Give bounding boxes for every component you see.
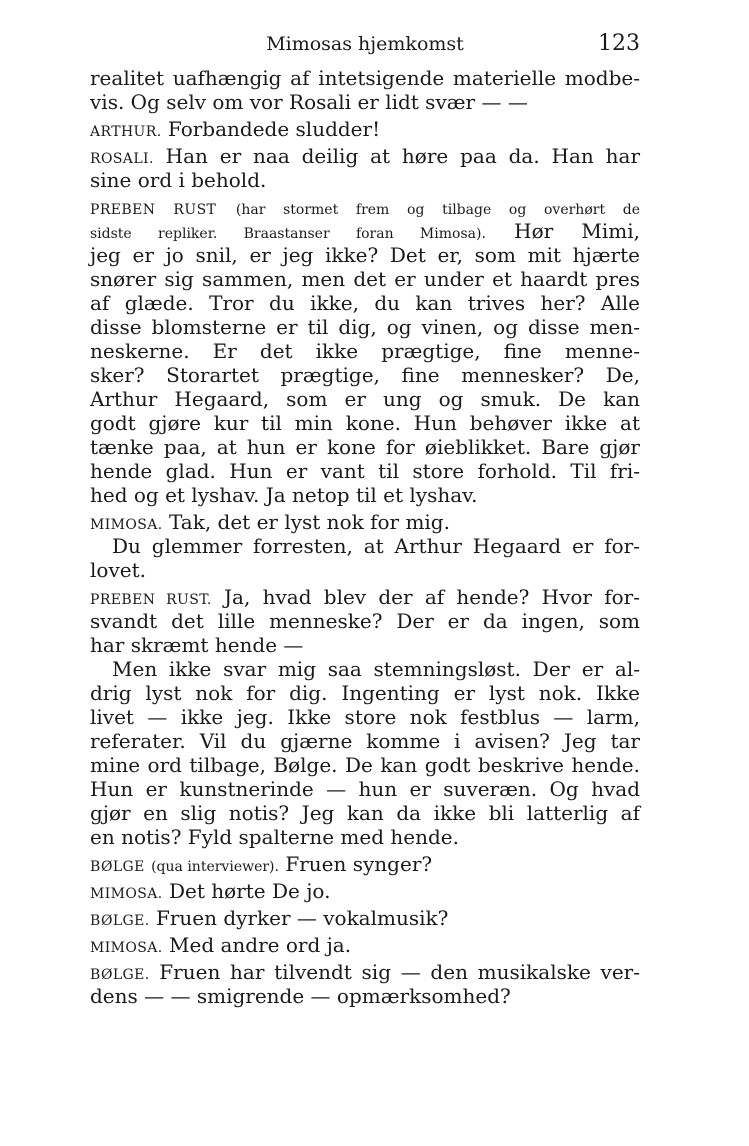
text-line bbox=[90, 195, 640, 219]
speaker-name: BØLGE. bbox=[90, 913, 150, 929]
text-line bbox=[90, 66, 640, 90]
line-text: Det hørte De jo. bbox=[169, 879, 331, 903]
line-text: dens — — smigrende — opmærksomhed? bbox=[90, 984, 511, 1008]
page-number: 123 bbox=[598, 31, 640, 56]
line-text: vis. Og selv om vor Rosali er lidt svær — — bbox=[90, 90, 528, 114]
line-text: neskerne. Er det ikke prægtige, fine menne- bbox=[90, 339, 640, 363]
line-text: Men ikke svar mig saa stemningsløst. Der er al- bbox=[112, 657, 640, 681]
line-text: hende glad. Hun er vant til store forhold. Til fri- bbox=[90, 459, 640, 483]
line-text: Du glemmer forresten, at Arthur Hegaard er for- bbox=[112, 534, 640, 558]
text-line bbox=[90, 609, 640, 633]
line-text: lovet. bbox=[90, 558, 146, 582]
speaker-name: MIMOSA. bbox=[90, 940, 163, 956]
text-line bbox=[90, 117, 640, 141]
line-text: Tak, det er lyst nok for mig. bbox=[169, 510, 450, 534]
line-text: snører sig sammen, men det er under et haardt pres bbox=[90, 267, 640, 291]
line-text: godt gjøre kur til min kone. Hun behøver ikke at bbox=[90, 411, 640, 435]
line-text: sine ord i behold. bbox=[90, 168, 267, 192]
line-text: Han er naa deilig at høre paa da. Han har bbox=[165, 144, 641, 168]
text-line bbox=[90, 657, 640, 681]
line-text: Ja, hvad blev der af hende? Hvor for- bbox=[224, 585, 640, 609]
text-line bbox=[90, 852, 640, 876]
text-line bbox=[90, 705, 640, 729]
text-line bbox=[90, 729, 640, 753]
speaker-name: PREBEN RUST. bbox=[90, 592, 212, 608]
text-line bbox=[90, 984, 640, 1008]
text-line bbox=[90, 906, 640, 930]
text-line bbox=[90, 879, 640, 903]
speaker-name: ROSALI. bbox=[90, 151, 154, 167]
text-line bbox=[90, 219, 640, 243]
text-line bbox=[90, 144, 640, 168]
text-line bbox=[90, 339, 640, 363]
text-line bbox=[90, 90, 640, 114]
text-line bbox=[90, 534, 640, 558]
line-text: disse blomsterne er til dig, og vinen, og disse men- bbox=[90, 315, 640, 339]
line-text: har skræmt hende — bbox=[90, 633, 304, 657]
running-title: Mimosas hjemkomst bbox=[266, 33, 464, 55]
speaker-name: BØLGE bbox=[90, 859, 145, 875]
text-line bbox=[90, 825, 640, 849]
text-line bbox=[90, 291, 640, 315]
text-line bbox=[90, 777, 640, 801]
text-line bbox=[90, 363, 640, 387]
line-text: gjør en slig notis? Jeg kan da ikke bli latterlig af bbox=[90, 801, 640, 825]
speaker-name: PREBEN RUST bbox=[90, 202, 217, 218]
text-line bbox=[90, 411, 640, 435]
text-line bbox=[90, 459, 640, 483]
line-text: jeg er jo snil, er jeg ikke? Det er, som mit hjærte bbox=[90, 243, 640, 267]
text-line bbox=[90, 168, 640, 192]
line-text: drig lyst nok for dig. Ingenting er lyst nok. Ikke bbox=[90, 681, 640, 705]
line-text: af glæde. Tror du ikke, du kan trives her? Alle bbox=[90, 291, 640, 315]
stage-direction: (qua interviewer). bbox=[151, 859, 279, 875]
line-text: livet — ikke jeg. Ikke store nok festblus — larm, bbox=[90, 705, 640, 729]
line-text: Arthur Hegaard, som er ung og smuk. De kan bbox=[90, 387, 640, 411]
line-text: hed og et lyshav. Ja netop til et lyshav. bbox=[90, 483, 478, 507]
dialogue-text bbox=[90, 66, 640, 1008]
stage-direction: (har stormet frem og tilbage og overhørt de bbox=[235, 202, 640, 218]
text-line bbox=[90, 510, 640, 534]
line-text: referater. Vil du gjærne komme i avisen? Jeg tar bbox=[90, 729, 640, 753]
text-line bbox=[90, 435, 640, 459]
stage-direction: sidste repliker. Braastanser foran Mimosa). bbox=[90, 226, 486, 242]
text-line bbox=[90, 243, 640, 267]
line-text: svandt det lille menneske? Der er da ingen, som bbox=[90, 609, 640, 633]
speaker-name: MIMOSA. bbox=[90, 517, 163, 533]
line-text: Fruen synger? bbox=[285, 852, 433, 876]
line-text: realitet uafhængig af intetsigende materielle modbe- bbox=[90, 66, 640, 90]
speaker-name: MIMOSA. bbox=[90, 886, 163, 902]
line-text: Hun er kunstnerinde — hun er suveræn. Og hvad bbox=[90, 777, 640, 801]
speaker-name: BØLGE. bbox=[90, 967, 150, 983]
line-text: en notis? Fyld spalterne med hende. bbox=[90, 825, 459, 849]
text-line bbox=[90, 933, 640, 957]
line-text: sker? Storartet prægtige, fine mennesker? De, bbox=[90, 363, 640, 387]
line-text: Fruen dyrker — vokalmusik? bbox=[155, 906, 449, 930]
speaker-name: ARTHUR. bbox=[90, 124, 162, 140]
running-head bbox=[90, 29, 640, 59]
line-text: Forbandede sludder! bbox=[167, 117, 381, 141]
text-line bbox=[90, 753, 640, 777]
line-text: Fruen har tilvendt sig — den musikalske ver- bbox=[159, 960, 640, 984]
text-line bbox=[90, 483, 640, 507]
text-line bbox=[90, 315, 640, 339]
text-line bbox=[90, 387, 640, 411]
text-line bbox=[90, 801, 640, 825]
text-line bbox=[90, 681, 640, 705]
text-line bbox=[90, 960, 640, 984]
line-text: Hør Mimi, bbox=[514, 219, 641, 243]
text-line bbox=[90, 633, 640, 657]
line-text: mine ord tilbage, Bølge. De kan godt beskrive hende. bbox=[90, 753, 640, 777]
text-line bbox=[90, 585, 640, 609]
text-line bbox=[90, 267, 640, 291]
line-text: Med andre ord ja. bbox=[169, 933, 352, 957]
line-text: tænke paa, at hun er kone for øieblikket. Bare gjør bbox=[90, 435, 640, 459]
text-line bbox=[90, 558, 640, 582]
